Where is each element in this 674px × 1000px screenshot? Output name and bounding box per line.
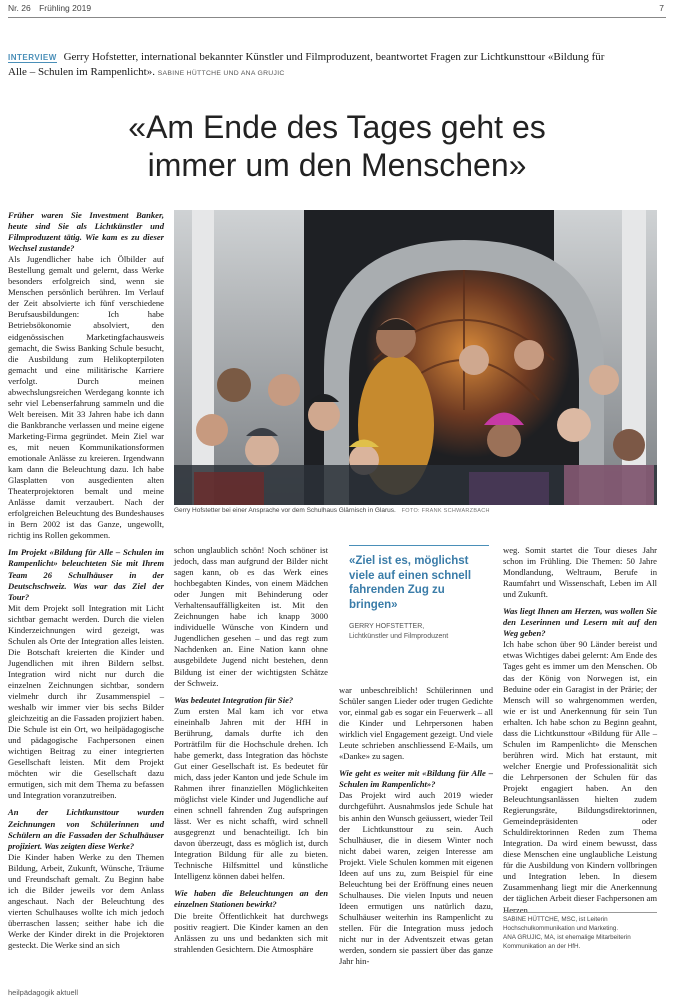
question-6: Wie geht es weiter mit «Bildung für Alle – Schulen im Rampenlicht»? [339, 768, 493, 790]
answer-2: Mit dem Projekt soll Integration mit Licht sichtbar gemacht werden. Durch die vielen Kinderzeichnungen wird gezeigt, was Schulen als Orte der Integration alles leisten. Die Botschaft kreierten die Kinder und Jugendlichen mit ihren Bildern selbst. Integration wird nicht nur durch die einzelnen Zeichnungen sichtbar, sondern vielmehr durch ihr Zusammenspiel – weshalb wir immer vier bis sechs Bilder gleichzeitig an die Fassaden projiziert haben. Die Schule ist ein Ort, wo heilpädagogische und pädagogische Fachpersonen einen wichtigen Beitrag zu einer integrierten Gesellschaft leisten. Mit dem Projekt möchten wir die Gesellschaft dazu ermutigen, sich mit dem Thema zu befassen und Integration voranzutreiben. [8, 602, 164, 801]
quote-source [349, 622, 489, 641]
article-photo [174, 210, 657, 505]
photo-credit: FOTO: FRANK SCHWARZBACH [401, 508, 490, 514]
bio-line-1: SABINE HÜTTCHE, MSC, ist Leiterin Hochschulkommunikation und Marketing. [503, 916, 619, 932]
column-3 [339, 685, 493, 973]
page-title [0, 108, 674, 184]
quote-source-name: GERRY HOFSTETTER, [349, 623, 425, 630]
page-number: 7 [659, 3, 664, 13]
intro-block [8, 50, 618, 81]
quote-text: «Ziel ist es, möglichst viele auf einen schnell fahrenden Zug zu bringen» [349, 555, 472, 611]
question-5: Wie haben die Beleuchtungen an den einzelnen Stationen bewirkt? [174, 888, 328, 910]
answer-5-continued: war unbeschreiblich! Schülerinnen und Schüler sangen Lieder oder trugen Gedichte vor, einmal gab es sogar ein Feuerwerk – all die Kinder und Lehrpersonen haben wirklich viel Engagement gezeigt. Und viele Leute schrieben anschliessend E-Mails, um «Danke» zu sagen. [339, 685, 493, 762]
bio-line-2: ANA GRUJIC, MA, ist ehemalige Mitarbeiterin Kommunikation an der HfH. [503, 934, 631, 950]
answer-4: Zum ersten Mal kam ich vor etwa eineinhalb Jahren mit der HfH in Berührung, damals durfte ich den Porträtfilm für die Hochschule drehen. Ich habe gemerkt, dass Integration das höchste Gut einer Gesellschaft ist. Es bedeutet für mich, dass jeder Kanton und jede Schule im Rahmen ihrer finanziellen Möglichkeiten möglichst viele Kinder und Jugendliche auf einen schnell fahrenden Zug aufspringen lässt. Wer es nicht schafft, wird schnell ausgegrenzt und benachteiligt. Ich bin davon überzeugt, dass es möglich ist, durch Integration Bildung für alle zu bieten. Technische Hilfsmittel und künstliche Intelligenz können dabei helfen. [174, 705, 328, 882]
headline-line-2: immer um den Menschen» [147, 147, 527, 183]
question-3: An der Lichtkunsttour wurden Zeichnungen von Schülerinnen und Schülern an die Fassaden der Schulhäuser projiziert. Was zeigten diese Werke? [8, 807, 164, 851]
caption-text: Gerry Hofstetter bei einer Ansprache vor dem Schulhaus Glärnisch in Glarus. [174, 507, 396, 514]
answer-6-continued: weg. Somit startet die Tour dieses Jahr schon im Frühling. Die Themen: 50 Jahre Mondlandung, Weltraum, Berufe in Raumfahrt und Wissenschaft, Leben im All und Zukunft. [503, 545, 657, 600]
quote-rule-top [349, 545, 489, 546]
answer-3-continued: schon unglaublich schön! Noch schöner ist jedoch, dass man aufgrund der Bilder nicht sagen kann, ob es das Werk eines hochbegabten Kindes, von einem Mädchen oder Jungen mit Behinderung oder Verhaltensauffälligkeiten ist. Mit den Zeichnungen habe ich knapp 3000 individuelle Wünsche von Kindern und Jugendlichen gesehen – und das regt zum Nachdenken an. Eine Nation kann ohne ausgebildete Jugend nicht bestehen, denn Bildung ist einer der wichtigsten Schätze der Schweiz. [174, 545, 328, 688]
intro-authors: SABINE HÜTTCHE UND ANA GRUJIC [157, 70, 285, 77]
column-4 [503, 545, 657, 922]
pull-quote [349, 545, 489, 641]
header-rule [8, 17, 666, 18]
answer-3: Die Kinder haben Werke zu den Themen Bildung, Arbeit, Zukunft, Wünsche, Träume und Freundschaft gemalt. Zu Beginn habe ich die Bilder jeweils vor dem Anlass angeschaut. Nach der Beleuchtung des vierten Schulhauses wollte ich mich jedoch überraschen lassen; seither habe ich die Werke der Kinder direkt in die Projektoren gesteckt. Die Werke sind an sich [8, 851, 164, 951]
answer-6: Das Projekt wird auch 2019 wieder durchgeführt. Ausnahmslos jede Schule hat bis anhin den Wunsch geäussert, wieder Teil der Lichtkunsttour zu sein. Auch Schulhäuser, die in diesem Winter noch nicht dabei waren, zeigen Interesse am Projekt. Viele Schulen kommen mit eigenen Ideen auf uns zu, zum Beispiel für eine Beleuchtung bei der Eröffnung eines neuen Schulhauses. Die vielen Inputs und neuen Ideen ermutigen uns natürlich dazu, Schulhäuser weiterhin ins Rampenlicht zu stellen. Für die Integration muss jedoch nicht nur in der Adventszeit etwas getan werden, sondern sie passiert über das ganze Jahr hin- [339, 790, 493, 967]
answer-1: Als Jugendlicher habe ich Ölbilder auf Bestellung gemalt und gelernt, dass Werke besonders erfolgreich sind, wenn sie Menschen persönlich berühren. Im Verlauf der Zeit absolvierte ich fünf verschiedene Berufsausbildungen: Ich habe Betriebsökonomie absolviert, den eidgenössischen Marketingfachausweis gemacht, die Swiss Banking Schule besucht, die Ausbildung zum Helikopterpiloten gemacht und eine militärische Karriere verfolgt. Durch meinen abwechslungsreichen Werdegang konnte ich sehr viel Lebenserfahrung sammeln und die Welt bereisen. Mit 33 Jahren habe ich dann die Bankbranche verlassen und meine eigene Marketing-Firma gegründet. Mein Ziel war es, mit neuen Kommunikationsformen emotionale Anlässe zu kreieren. Irgendwann kam dann die Beleuchtung dazu. Ich habe Glasplatten von ausgedienten alten Theaterprojektoren bemalt und meine Anlässe damit verzaubert. Nach der erfolgreichen Beleuchtung des Bundeshauses in Bern 2002 ist das Ganze, ungewollt, richtig ins Rollen gekommen. [8, 254, 164, 541]
headline-line-1: «Am Ende des Tages geht es [128, 109, 546, 145]
question-2: Im Projekt «Bildung für Alle – Schulen im Rampenlicht» beleuchteten Sie mit Ihrem Team 26 Schulhäuser in der Deutschschweiz. Was war das Ziel der Tour? [8, 547, 164, 602]
issue-number: Nr. 26 [8, 3, 31, 13]
photo-illustration [174, 210, 657, 505]
author-bio [503, 912, 657, 951]
section-tag: INTERVIEW [8, 53, 57, 62]
question-4: Was bedeutet Integration für Sie? [174, 694, 294, 705]
intro-text: Gerry Hofstetter, international bekannter Künstler und Filmproduzent, beantwortet Fragen zur Lichtkunsttour «Bildung für Alle – Schulen im Rampenlicht». [8, 51, 605, 78]
photo-caption [174, 507, 657, 514]
column-2 [174, 545, 328, 961]
question-7: Was liegt Ihnen am Herzen, was wollen Sie den Leserinnen und Lesern mit auf den Weg geben? [503, 606, 657, 639]
page-footer: heilpädagogik aktuell [8, 988, 79, 997]
page-header [8, 3, 666, 15]
answer-7: Ich habe schon über 90 Länder bereist und etwas Wichtiges dabei gelernt: Am Ende des Tages geht es immer um den Menschen. Ob das der König von Norwegen ist, ein Beduine oder ein Garagist in der Prärie; der Mensch will so wahrgenommen werden, wie er ist und Anerkennung für sein Tun erhalten. Ich habe schon zu Beginn geahnt, dass die Lichtkunsttour «Bildung für Alle – Schulen im Rampenlicht» die Menschen berühren wird. Mich hat erstaunt, mit welcher Energie und Professionalität sich die Lehrpersonen der Schulen für das Projekt engagiert haben. An den Beleuchtungsanlässen hielten zudem Regierungsräte, Bildungsdirektorinnen, Gemeindepräsidenten oder Schuldirektorinnen Reden zum Thema Integration. Da wird einem bewusst, dass diese Menschen eine unglaubliche Leistung für die Ausbildung von Kindern vollbringen und Integration leben. In diesem Zusammenhang liegt mir die Anerkennung der täglichen Arbeit dieser Fachpersonen am Herzen. [503, 639, 657, 915]
issue-season: Frühling 2019 [39, 3, 92, 13]
question-1: Früher waren Sie Investment Banker, heute sind Sie als Lichtkünstler und Filmproduzent tätig. Wie kam es zu dieser Wechsel zustande? [8, 210, 164, 254]
quote-source-role: Lichtkünstler und Filmproduzent [349, 632, 449, 640]
column-1 [8, 210, 164, 957]
answer-5: Die breite Öffentlichkeit hat durchwegs positiv reagiert. Die Kinder kamen an den Anlässen zu uns und bedankten sich mit strahlenden Gesichtern. Die Atmosphäre [174, 910, 328, 954]
